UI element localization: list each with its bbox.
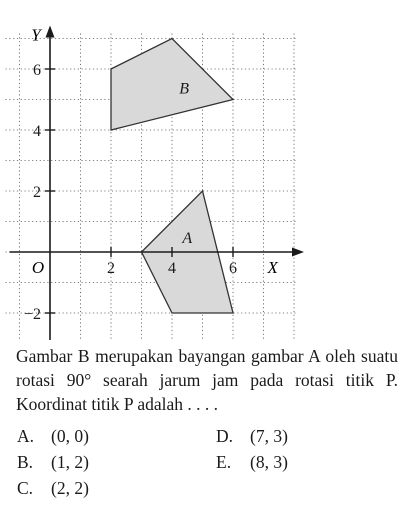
shape-label: A — [182, 229, 193, 247]
option-b[interactable] — [17, 451, 89, 473]
option-value: (0, 0) — [51, 426, 89, 446]
option-c[interactable] — [17, 477, 89, 499]
y-tick-label: −2 — [23, 306, 41, 323]
y-tick-label: 6 — [33, 62, 41, 79]
option-letter: D. — [216, 426, 234, 446]
shape-label: B — [179, 80, 190, 98]
option-letter: E. — [216, 452, 232, 472]
option-letter: A. — [17, 426, 35, 446]
option-a[interactable] — [17, 425, 89, 447]
option-value: (2, 2) — [51, 478, 89, 498]
origin-label: O — [31, 258, 45, 277]
x-tick-label: 2 — [107, 260, 115, 277]
y-axis-label: Y — [31, 25, 41, 45]
y-tick-label: 4 — [33, 123, 41, 140]
option-letter: C. — [17, 478, 34, 498]
option-value: (7, 3) — [250, 426, 288, 446]
question-text: Gambar B merupakan bayangan gambar A oleh suatu rotasi 90° searah jarum jam pada rotasi titik P. Koordinat titik P adalah . . . . — [16, 346, 398, 414]
option-e[interactable] — [216, 451, 288, 473]
x-axis-arrow-icon — [292, 248, 304, 257]
option-letter: B. — [17, 452, 34, 472]
shape-b — [111, 39, 233, 131]
x-tick-label: 6 — [229, 260, 237, 277]
y-axis-arrow-icon — [46, 26, 55, 38]
option-value: (8, 3) — [250, 452, 288, 472]
option-value: (1, 2) — [51, 452, 89, 472]
x-axis-label: X — [267, 258, 278, 277]
option-d[interactable] — [216, 425, 288, 447]
y-tick-label: 2 — [33, 184, 41, 201]
x-tick-label: 4 — [168, 260, 176, 277]
